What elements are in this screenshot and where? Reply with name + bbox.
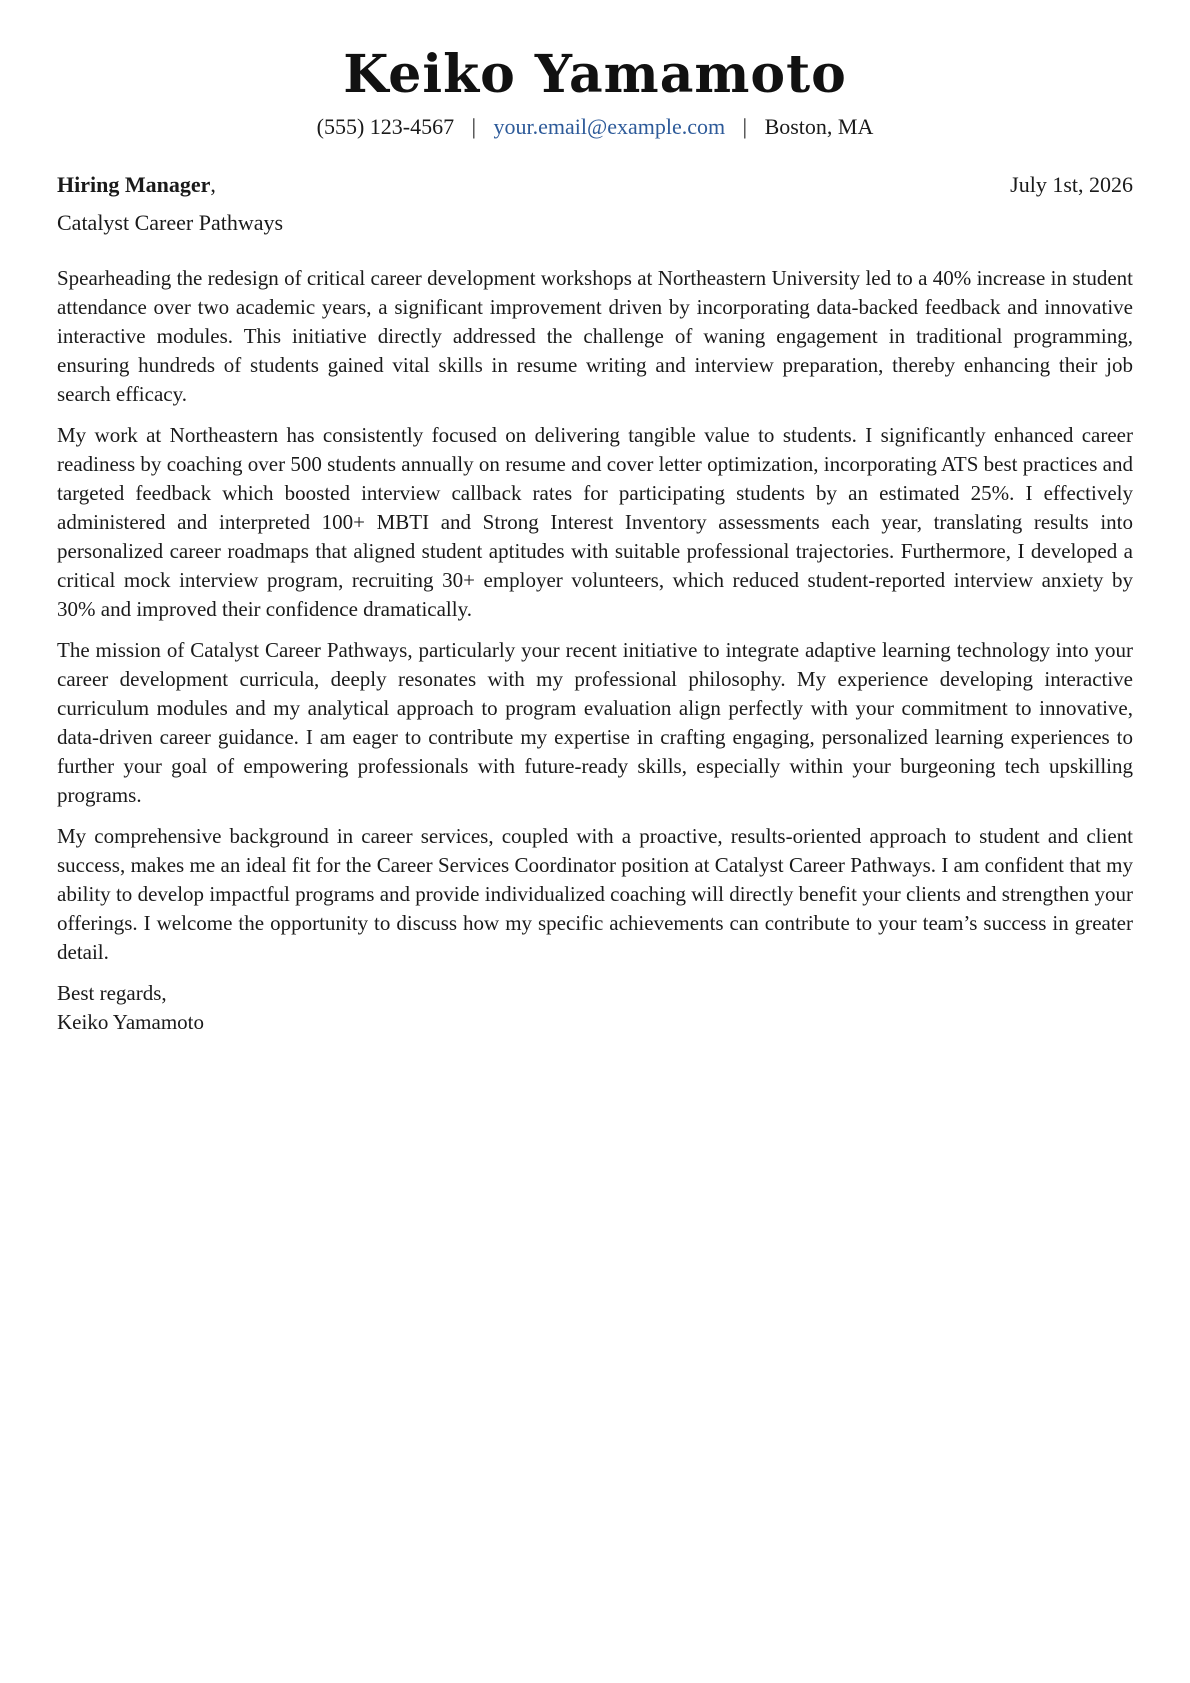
recipient-date-row <box>57 170 1133 200</box>
body-paragraph: The mission of Catalyst Career Pathways, particularly your recent initiative to integrate adaptive learning technology into your career development curricula, deeply resonates with my professional philosophy. My experience developing interactive curriculum modules and my analytical approach to program evaluation align perfectly with your commitment to innovative, data-driven career guidance. I am eager to contribute my expertise in crafting engaging, personalized learning experiences to further your goal of empowering professionals with future-ready skills, especially within your burgeoning tech upskilling programs. <box>57 638 1133 807</box>
body-paragraph: My comprehensive background in career services, coupled with a proactive, results-oriented approach to student and client success, makes me an ideal fit for the Career Services Coordinator position at Catalyst Career Pathways. I am confident that my ability to develop impactful programs and provide individualized coaching will directly benefit your clients and strengthen your offerings. I welcome the opportunity to discuss how my specific achievements can contribute to your team’s success in greater detail. <box>57 824 1133 964</box>
applicant-name: Keiko Yamamoto <box>343 44 847 105</box>
recipient-name: Hiring Manager <box>57 172 211 197</box>
location: Boston, MA <box>764 114 874 139</box>
recipient <box>57 170 216 200</box>
contact-separator: | <box>742 114 748 139</box>
contact-line <box>57 112 1133 142</box>
body-paragraph: Spearheading the redesign of critical career development workshops at Northeastern University led to a 40% increase in student attendance over two academic years, a significant improvement driven by incorporating data-backed feedback and innovative interactive modules. This initiative directly addressed the challenge of waning engagement in traditional programming, ensuring hundreds of students gained vital skills in resume writing and interview preparation, thereby enhancing their job search efficacy. <box>57 266 1133 406</box>
email-link[interactable]: your.email@example.com <box>493 114 726 139</box>
signature-name: Keiko Yamamoto <box>57 1010 204 1034</box>
recipient-suffix: , <box>210 172 216 197</box>
contact-separator: | <box>471 114 477 139</box>
cover-letter-page <box>57 40 1133 1037</box>
closing-block <box>57 979 1133 1037</box>
phone-number: (555) 123-4567 <box>316 114 455 139</box>
letter-date: July 1st, 2026 <box>1010 172 1133 197</box>
company-name: Catalyst Career Pathways <box>57 210 284 235</box>
closing-salutation: Best regards, <box>57 981 167 1005</box>
body-paragraph: My work at Northeastern has consistently focused on delivering tangible value to students. I significantly enhanced career readiness by coaching over 500 students annually on resume and cover letter optimization, incorporating ATS best practices and targeted feedback which boosted interview callback rates for participating students by an estimated 25%. I effectively administered and interpreted 100+ MBTI and Strong Interest Inventory assessments each year, translating results into personalized career roadmaps that aligned student aptitudes with suitable professional trajectories. Furthermore, I developed a critical mock interview program, recruiting 30+ employer volunteers, which reduced student-reported interview anxiety by 30% and improved their confidence dramatically. <box>57 423 1133 621</box>
letter-body <box>57 264 1133 967</box>
